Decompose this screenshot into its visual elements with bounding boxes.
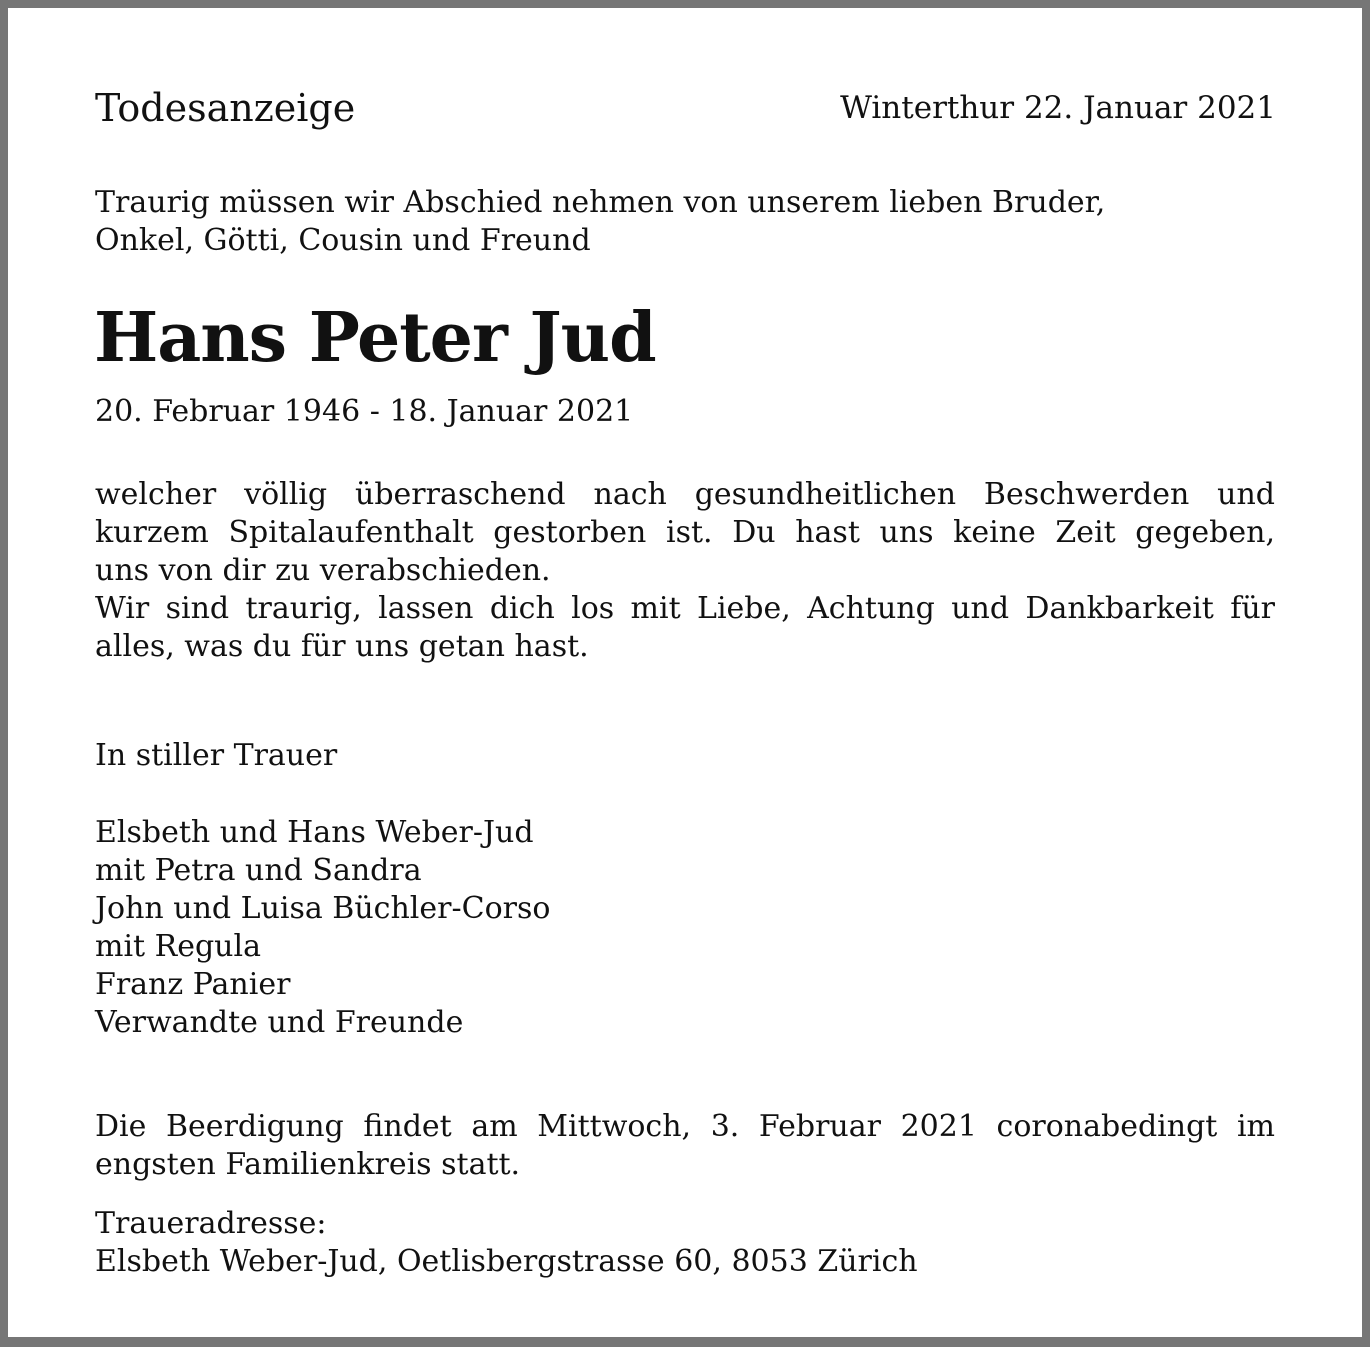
address-block: [95, 1205, 918, 1281]
body-line: alles, was du für uns getan hast.: [95, 629, 589, 664]
mourner: John und Luisa Büchler-Corso: [95, 891, 551, 926]
mourner: mit Petra und Sandra: [95, 853, 422, 888]
document-title: Todesanzeige: [95, 86, 356, 130]
body-text: [95, 476, 1275, 666]
place-date: Winterthur 22. Januar 2021: [840, 90, 1276, 126]
intro-line: Traurig müssen wir Abschied nehmen von unserem lieben Bruder,: [95, 185, 1106, 220]
life-dates: 20. Februar 1946 - 18. Januar 2021: [95, 394, 634, 429]
body-line: uns von dir zu verabschieden.: [95, 553, 551, 588]
funeral-text: [95, 1108, 1275, 1184]
funeral-line: Die Beerdigung findet am Mittwoch, 3. Februar 2021 coronabedingt im: [95, 1109, 1275, 1144]
obituary-page: [8, 8, 1362, 1337]
mourner: Franz Panier: [95, 967, 291, 1002]
body-line: Wir sind traurig, lassen dich los mit Liebe, Achtung und Dankbarkeit für: [95, 591, 1275, 626]
deceased-name: Hans Peter Jud: [94, 298, 656, 378]
mourner: mit Regula: [95, 929, 261, 964]
mourner: Elsbeth und Hans Weber-Jud: [95, 815, 534, 850]
address: Elsbeth Weber-Jud, Oetlisbergstrasse 60, 8053 Zürich: [95, 1244, 918, 1279]
intro-text: [95, 184, 1105, 260]
mourner: Verwandte und Freunde: [95, 1005, 464, 1040]
funeral-line: engsten Familienkreis statt.: [95, 1147, 521, 1182]
mourning-text: In stiller Trauer: [95, 738, 338, 773]
intro-line: Onkel, Götti, Cousin und Freund: [95, 223, 591, 258]
mourners-list: [95, 814, 550, 1042]
body-line: welcher völlig überraschend nach gesundheitlichen Beschwerden und: [95, 477, 1275, 512]
address-label: Traueradresse:: [95, 1206, 327, 1241]
body-line: kurzem Spitalaufenthalt gestorben ist. Du hast uns keine Zeit gegeben,: [95, 515, 1275, 550]
